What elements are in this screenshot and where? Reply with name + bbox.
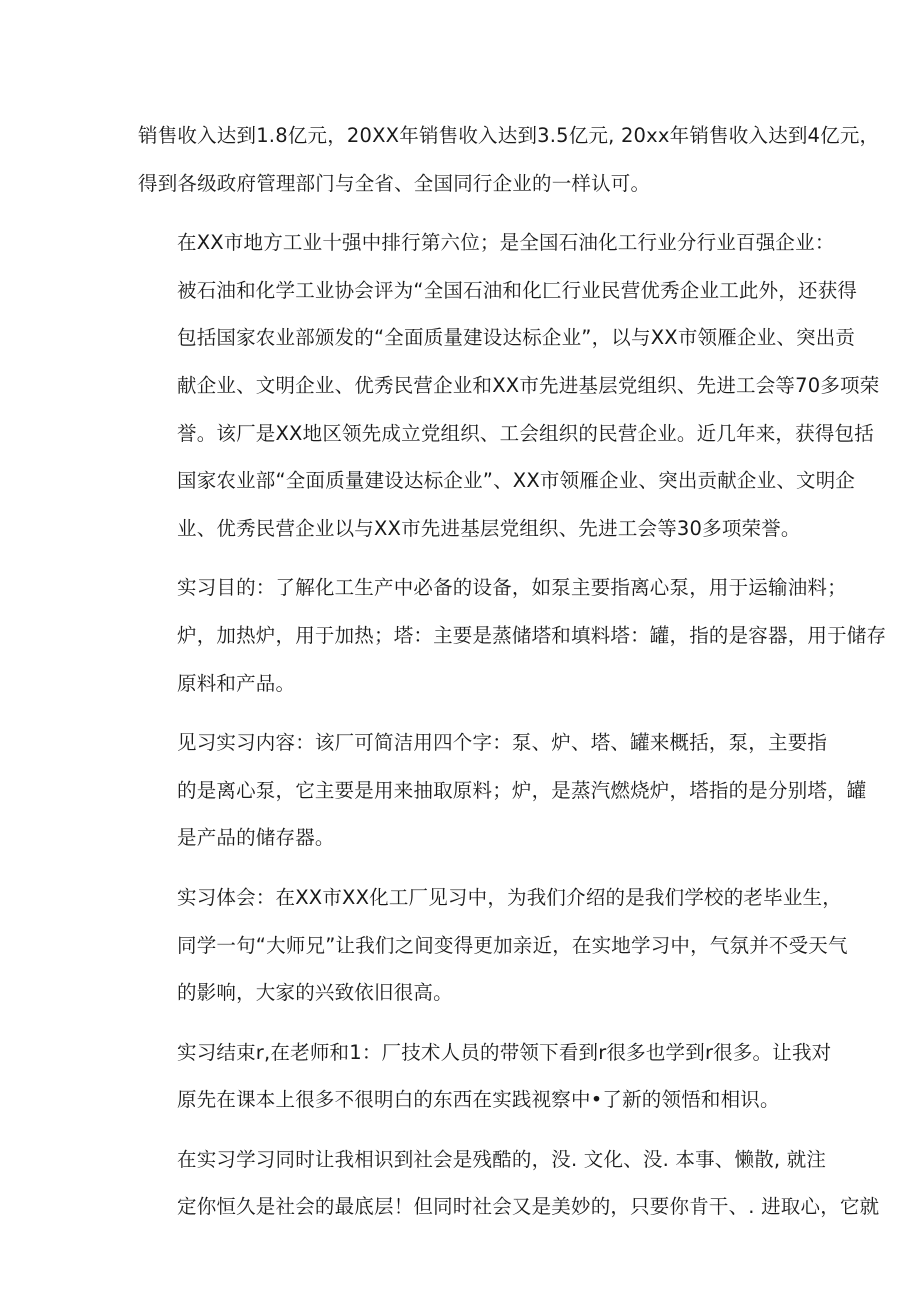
- paragraph-purpose: [138, 564, 887, 707]
- text-line: 见习实习内容：该厂可简洁用四个字：泵、炉、塔、罐来概括，泵，主要指: [177, 731, 828, 755]
- text-line: 得到各级政府管理部门与全省、全国同行企业的一样认可。: [138, 171, 651, 195]
- paragraph-content: [138, 719, 867, 862]
- text-line: 同学一句“大师兄”让我们之间变得更加亲近，在实地学习中，气氛并不受天气: [177, 933, 848, 957]
- text-line: 是产品的储存器。: [177, 826, 335, 850]
- paragraph-reflection: [138, 1136, 880, 1231]
- text-line: 实习目的：了解化工生产中必备的设备，如泵主要指离心泵，用于运输油料；: [177, 576, 847, 600]
- text-line: 销售收入达到1.8亿元，20XX年销售收入达到3.5亿元, 20xx年销售收入达到4亿元，: [138, 124, 880, 147]
- text-line: 包括国家农业部颁发的“全面质量建设达标企业”，以与XX市领雁企业、突出贡: [177, 326, 856, 350]
- text-line: 业、优秀民营企业以与XX市先进基层党组织、先进工会等30多项荣誉。: [177, 516, 801, 540]
- paragraph-sales: [138, 112, 880, 207]
- text-line: 被石油和化学工业协会评为“全国石油和化匚行业民营优秀企业工此外，还获得: [177, 278, 858, 302]
- text-line: 实习结束r,在老师和1：厂技术人员的带领下看到r很多也学到r很多。让我对: [177, 1040, 832, 1064]
- document-body: [138, 112, 887, 1243]
- text-line: 原料和产品。: [177, 671, 296, 695]
- text-line: 原先在课本上很多不很明白的东西在实践视察中•了新的领悟和相识。: [177, 1088, 780, 1112]
- text-line: 誉。该厂是XX地区领先成立党组织、工会组织的民营企业。近几年来，获得包括: [177, 421, 874, 445]
- text-line: 实习体会：在XX市XX化工厂见习中，为我们介绍的是我们学校的老毕业生，: [177, 885, 842, 909]
- text-line: 的影响，大家的兴致依旧很高。: [177, 981, 453, 1005]
- text-line: 在XX市地方工业十强中排行第六位；是全国石油化工行业分行业百强企业：: [177, 231, 835, 255]
- text-line: 献企业、文明企业、优秀民营企业和XX市先进基层党组织、先进工会等70多项荣: [177, 373, 880, 397]
- paragraph-conclusion: [138, 1029, 832, 1124]
- text-line: 的是离心泵，它主要是用来抽取原料；炉，是蒸汽燃烧炉，塔指的是分别塔，罐: [177, 778, 867, 802]
- text-line: 炉，加热炉，用于加热；塔：主要是蒸储塔和填料塔：罐，指的是容器，用于储存: [177, 623, 887, 647]
- text-line: 国家农业部“全面质量建设达标企业”、XX市领雁企业、突出贡献企业、文明企: [177, 469, 856, 493]
- paragraph-honors: [138, 219, 880, 552]
- text-line: 定你恒久是社会的最底层！但同时社会又是美妙的，只要你肯干、. 进取心，它就: [177, 1195, 880, 1219]
- text-line: 在实习学习同时让我相识到社会是残酷的，没. 文化、没. 本事、懒散, 就注: [177, 1147, 827, 1171]
- paragraph-experience: [138, 874, 848, 1017]
